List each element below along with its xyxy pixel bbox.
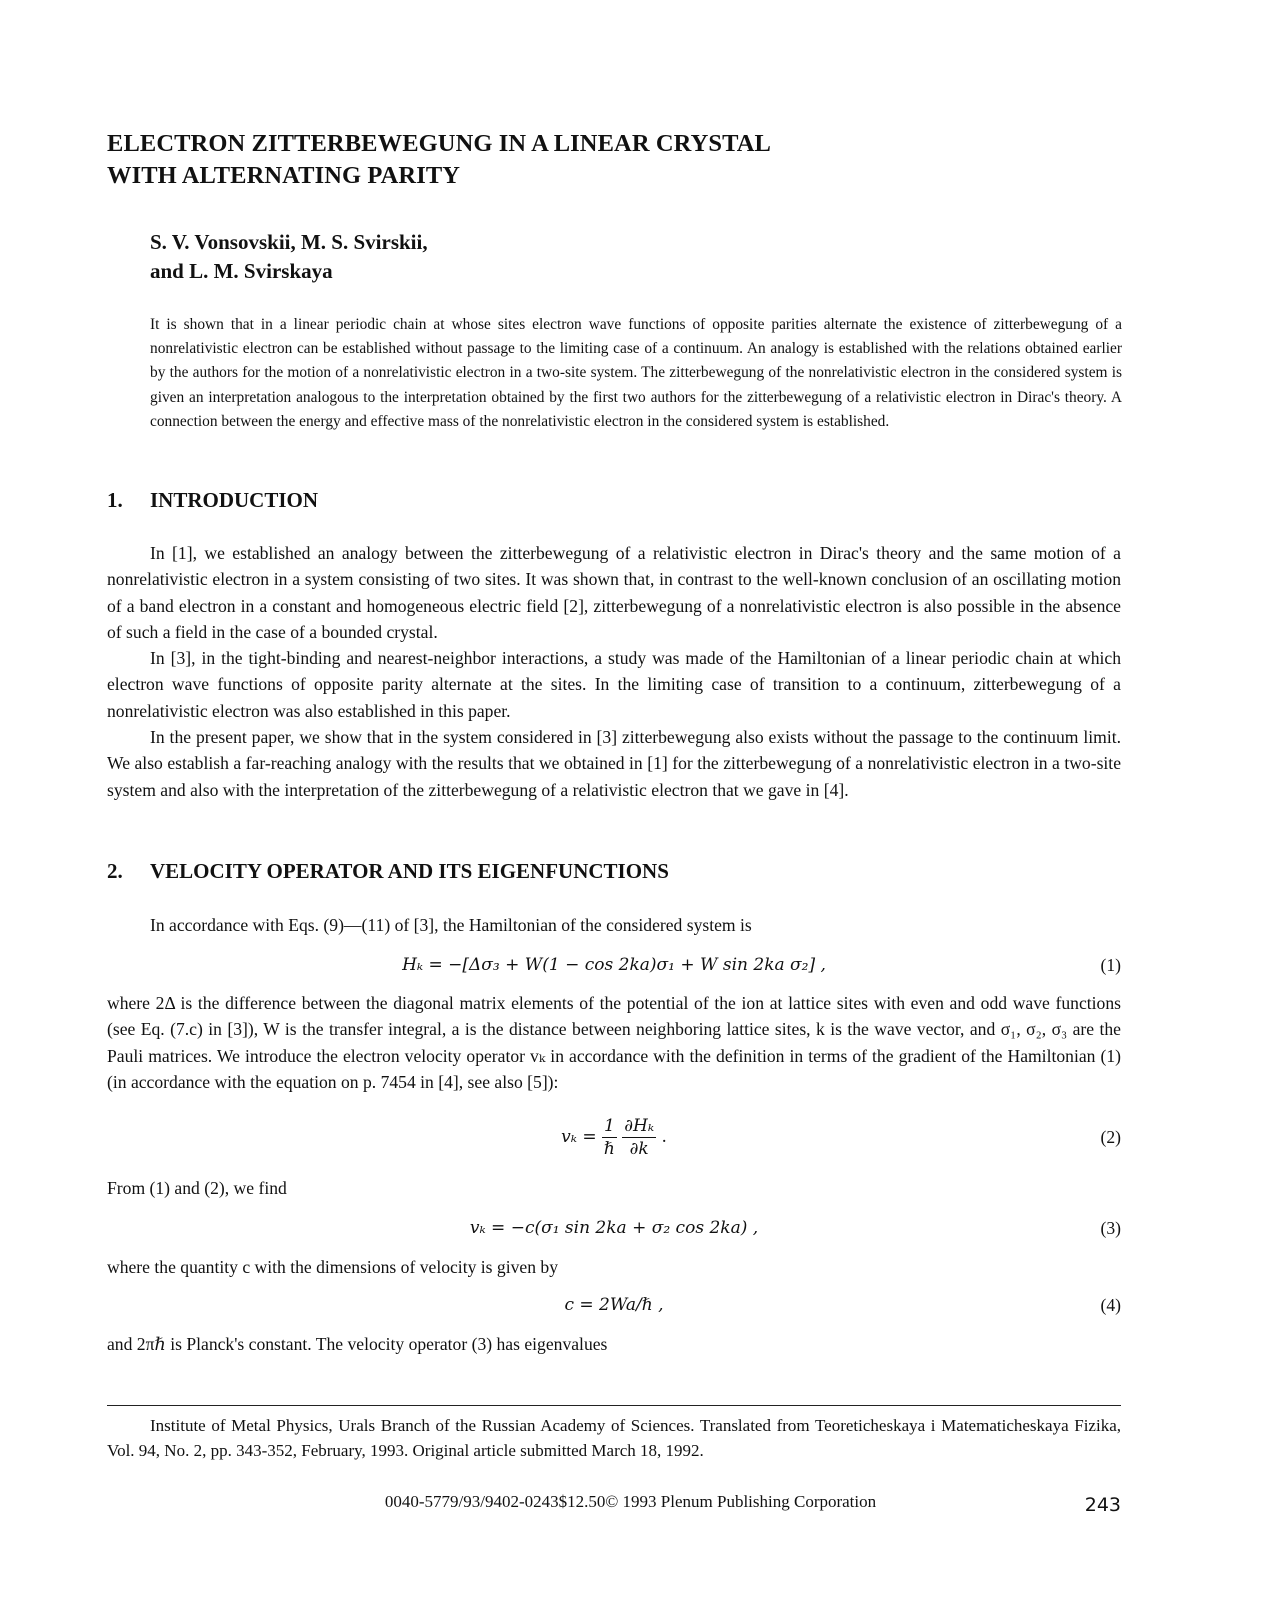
intro-paragraph-3: In the present paper, we show that in the system considered in [3] zitterbewegung also exists without the passage to the continuum limit. We also establish a far-reaching analogy with the results that we obtained in [1] for the zitterbewegung of a nonrelativistic electron in a two-site system and also with the interpretation of the zitterbewegung of a relativistic electron that we gave in [4].: [107, 727, 1121, 800]
equation-1-number: (1): [1100, 955, 1121, 975]
section-2-paragraph: [107, 990, 1121, 1095]
copyright-line: 0040-5779/93/9402-0243$12.50© 1993 Plenum Publishing Corporation: [384, 1492, 877, 1511]
c-definition-text: where the quantity c with the dimensions of velocity is given by: [107, 1257, 558, 1277]
section-1-body: [107, 540, 1121, 803]
equation-2-derivative: [622, 1115, 656, 1160]
closing-text: and 2πℏ is Planck's constant. The velocity operator (3) has eigenvalues: [107, 1334, 608, 1354]
equation-2-coef-num: 1: [603, 1116, 615, 1136]
page-number: 243: [1084, 1494, 1121, 1516]
equation-1-body: Hₖ = −[Δσ₃ + W(1 − cos 2ka)σ₁ + W sin 2ka σ₂] ,: [402, 955, 826, 975]
equation-1: [107, 950, 1121, 980]
equation-2-number: (2): [1100, 1127, 1121, 1147]
authors-line-1: S. V. Vonsovskii, M. S. Svirskii,: [150, 230, 428, 254]
equation-2-num: ∂Hₖ: [624, 1116, 655, 1136]
equation-2-den: ∂k: [629, 1139, 649, 1159]
section-1-number: 1.: [107, 488, 123, 512]
abstract: It is shown that in a linear periodic chain at whose sites electron wave functions of opposite parities alternate the existence of zitterbewegung of a nonrelativistic electron can be established without passage to the limiting case of a continuum. An analogy is established with the relations obtained earlier by the authors for the motion of a nonrelativistic electron in a two-site system. The zitterbewegung of the nonrelativistic electron in the considered system is given an interpretation analogous to the interpretation obtained by the first two authors for the zitterbewegung of a relativistic electron in Dirac's theory. A connection between the energy and effective mass of the nonrelativistic electron in the considered system is established.: [150, 316, 1122, 430]
from-text: From (1) and (2), we find: [107, 1178, 287, 1198]
equation-3: [107, 1213, 1121, 1243]
section-2-heading: [107, 858, 669, 884]
equation-3-body: vₖ = −c(σ₁ sin 2ka + σ₂ cos 2ka) ,: [469, 1218, 759, 1238]
equation-4-number: (4): [1100, 1295, 1121, 1315]
title-line-2: WITH ALTERNATING PARITY: [107, 162, 461, 189]
equation-2-lhs: vₖ =: [561, 1127, 597, 1147]
equation-4: [107, 1290, 1121, 1320]
footnote-text: Institute of Metal Physics, Urals Branch of the Russian Academy of Sciences. Translated from Teoreticheskaya i Matematicheskaya Fizika, Vol. 94, No. 2, pp. 343-352, February, 1993. Original article submitted March 18, 1992.: [107, 1416, 1121, 1460]
equation-2-coef-den: ℏ: [603, 1139, 615, 1159]
section-2-number: 2.: [107, 859, 123, 883]
title-line-1: ELECTRON ZITTERBEWEGUNG IN A LINEAR CRYSTAL: [107, 130, 771, 157]
section-1-heading: [107, 487, 318, 513]
authors: [150, 228, 750, 286]
footnote-rule: [107, 1405, 1121, 1406]
intro-paragraph-2: In [3], in the tight-binding and nearest-neighbor interactions, a study was made of the Hamiltonian of a linear periodic chain at which electron wave functions of opposite parity alternate at the sites. In the limiting case of transition to a continuum, zitterbewegung of a nonrelativistic electron was also established in this paper.: [107, 648, 1121, 721]
paragraph-after-eq-1: where 2Δ is the difference between the diagonal matrix elements of the potential of the ion at lattice sites with even and odd wave functions (see Eq. (7.c) in [3]), W is the transfer integral, a is the distance between neighboring lattice sites, k is the wave vector, and σ₁, σ₂, σ₃ are the Pauli matrices. We introduce the electron velocity operator vₖ in accordance with the definition in terms of the gradient of the Hamiltonian (1) (in accordance with the equation on p. 7454 in [4], see also [5]):: [107, 993, 1121, 1092]
intro-paragraph-1: In [1], we established an analogy between the zitterbewegung of a relativistic electron in Dirac's theory and the same motion of a nonrelativistic electron in a system consisting of two sites. It was shown that, in contrast to the well-known conclusion of an oscillating motion of a band electron in a constant and homogeneous electric field [2], zitterbewegung of a nonrelativistic electron is also possible in the absence of such a field in the case of a bounded crystal.: [107, 543, 1121, 642]
equation-2-tail: .: [661, 1127, 667, 1147]
authors-line-2: and L. M. Svirskaya: [150, 259, 333, 283]
equation-2: [107, 1110, 1121, 1164]
footnote: [107, 1413, 1121, 1463]
paper-title: [107, 128, 1007, 192]
equation-2-coefficient: [602, 1115, 617, 1160]
section-1-title: INTRODUCTION: [150, 488, 319, 512]
equation-2-body: [107, 1110, 1121, 1164]
equation-4-body: c = 2Wa/ℏ ,: [564, 1295, 664, 1315]
section-2-title: VELOCITY OPERATOR AND ITS EIGENFUNCTIONS: [150, 859, 669, 883]
equation-3-number: (3): [1100, 1218, 1121, 1238]
section-2-intro: In accordance with Eqs. (9)—(11) of [3], the Hamiltonian of the considered system is: [150, 915, 752, 935]
